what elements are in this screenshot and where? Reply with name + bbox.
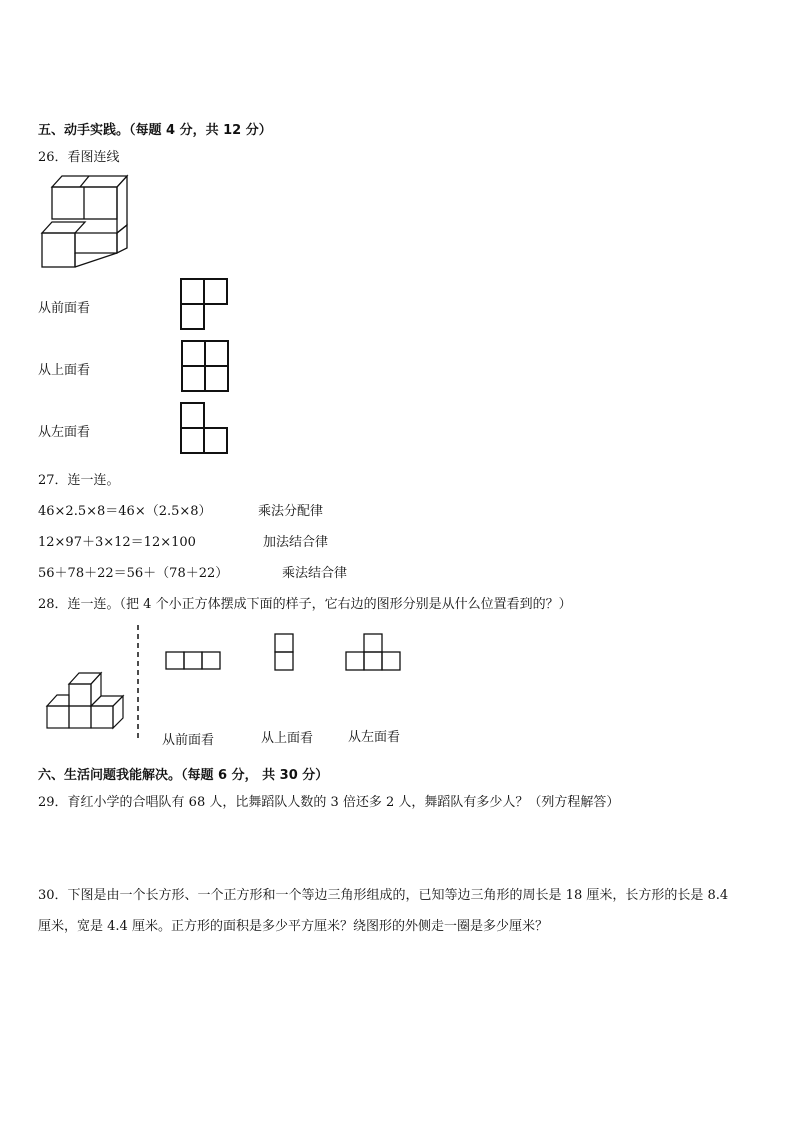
q26-view-left-label: 从左面看	[38, 425, 91, 440]
q26-title: 26．看图连线	[38, 150, 120, 165]
section-5-title: 五、动手实践。（每题 4 分，共 12 分）	[38, 123, 272, 138]
q26-front-view-shape	[181, 279, 227, 329]
section-6-title: 六、生活问题我能解决。（每题 6 分， 共 30 分）	[38, 768, 329, 783]
q29-text: 29．育红小学的合唱队有 68 人，比舞蹈队人数的 3 倍还多 2 人，舞蹈队有多少人？（列方程解答）	[38, 795, 620, 810]
q26-left-view-shape	[181, 403, 227, 453]
q28-view-b	[275, 634, 293, 670]
q27-law-1: 乘法分配律	[258, 504, 324, 519]
q28-view-label-2: 从上面看	[261, 731, 314, 746]
q27-expression-2: 12×97＋3×12＝12×100	[38, 535, 196, 550]
q28-view-label-1: 从前面看	[162, 733, 215, 748]
q27-law-3: 乘法结合律	[282, 566, 348, 581]
q30-line-2: 厘米，宽是 4.4 厘米。正方形的面积是多少平方厘米？绕图形的外侧走一圈是多少厘米？	[38, 919, 548, 934]
q26-view-top-label: 从上面看	[38, 363, 91, 378]
q28-title: 28．连一连。（把 4 个小正方体摆成下面的样子，它右边的图形分别是从什么位置看到的？）	[38, 597, 572, 612]
q27-law-2: 加法结合律	[263, 535, 329, 550]
q26-top-view-shape	[182, 341, 228, 391]
q30-line-1: 30．下图是由一个长方形、一个正方形和一个等边三角形组成的，已知等边三角形的周长是 18 厘米，长方形的长是 8.4	[38, 888, 729, 903]
q28-3d-figure	[47, 673, 123, 728]
q28-view-c	[346, 634, 400, 670]
q28-view-label-3: 从左面看	[348, 730, 401, 745]
q28-view-a	[166, 652, 220, 669]
q26-view-front-label: 从前面看	[38, 301, 91, 316]
q27-title: 27．连一连。	[38, 473, 120, 488]
q27-expression-1: 46×2.5×8＝46×（2.5×8）	[38, 504, 212, 519]
q27-expression-3: 56＋78＋22＝56＋（78＋22）	[38, 566, 229, 581]
